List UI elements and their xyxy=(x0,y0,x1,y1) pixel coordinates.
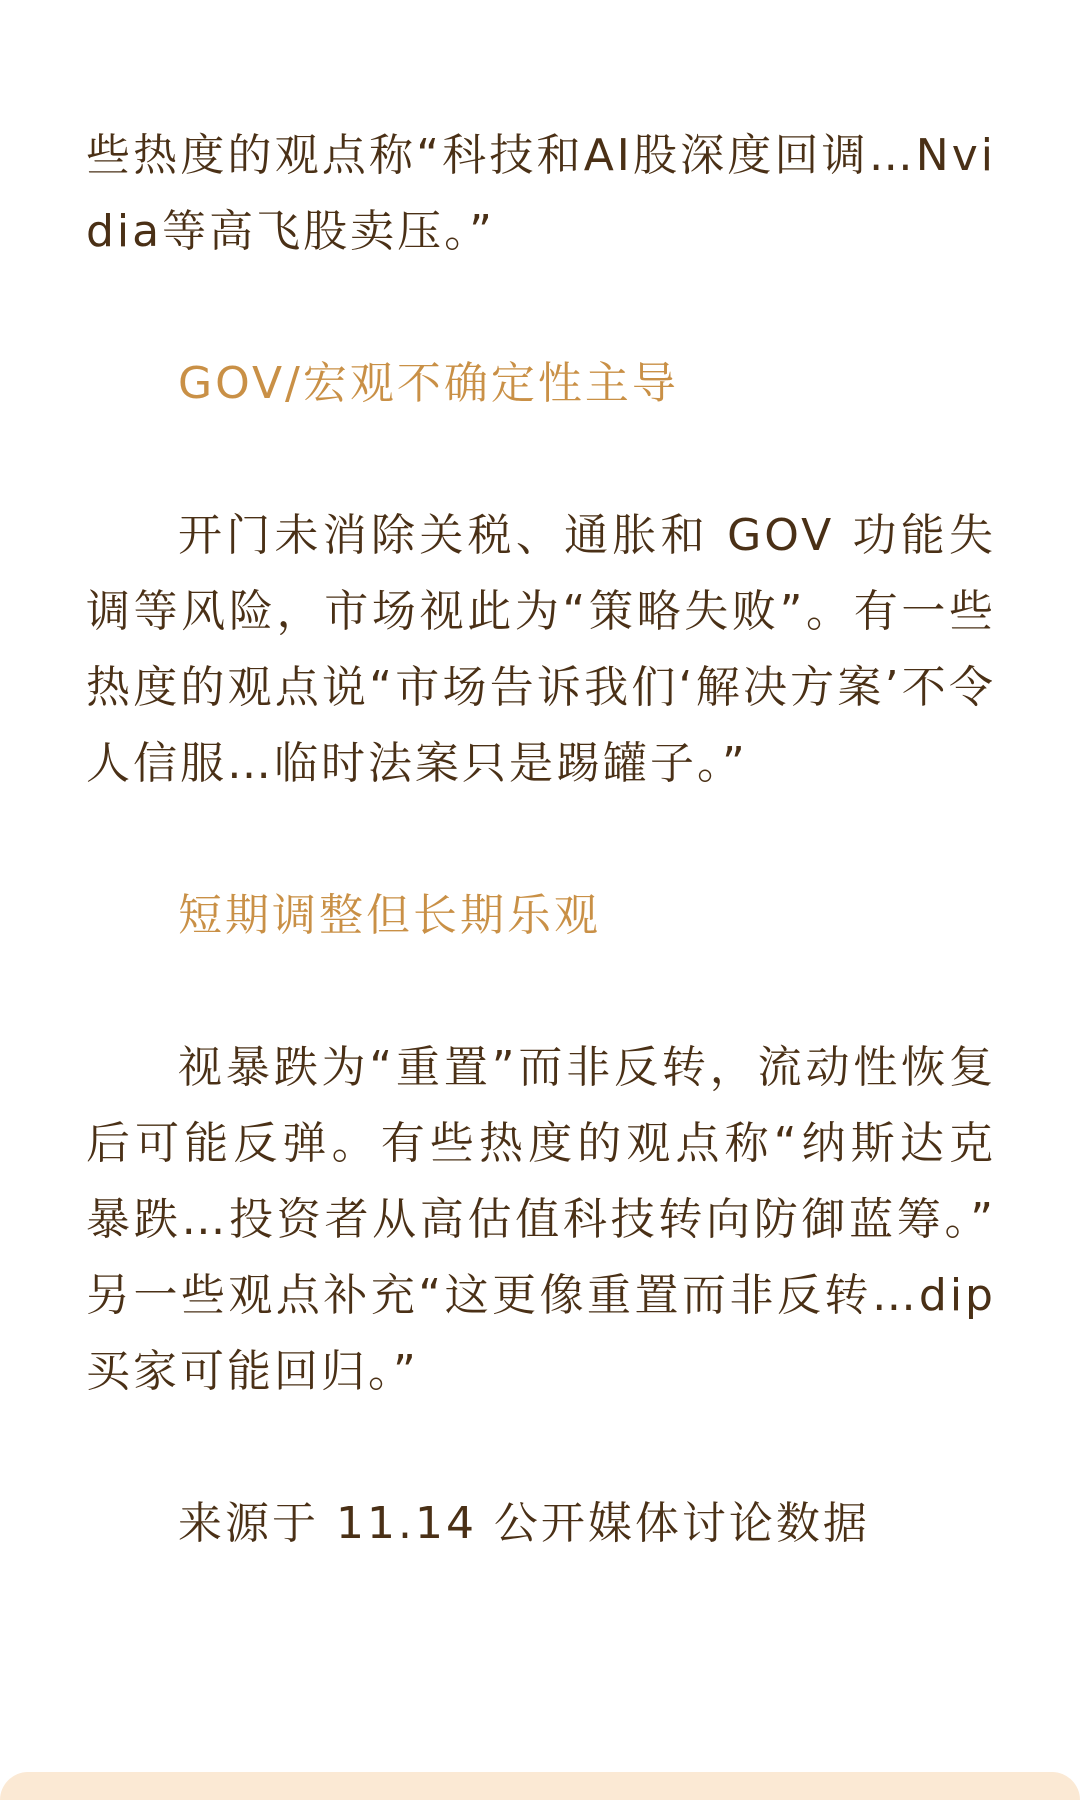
spacer xyxy=(86,270,996,346)
section-heading-short-term: 短期调整但长期乐观 xyxy=(178,890,601,941)
spacer xyxy=(86,422,996,498)
section-heading-gov-macro: GOV/宏观不确定性主导 xyxy=(178,358,679,409)
spacer xyxy=(86,954,996,1030)
spacer xyxy=(86,1410,996,1486)
source-note: 来源于 11.14 公开媒体讨论数据 xyxy=(178,1498,870,1549)
section-paragraph-short-term: 视暴跌为“重置”而非反转，流动性恢复后可能反弹。有些热度的观点称“纳斯达克暴跌…投资者从高估值科技转向防御蓝筹。” 另一些观点补充“这更像重置而非反转…dip买家可能回归。” xyxy=(86,1042,996,1397)
article-body xyxy=(86,118,996,1562)
bottom-decorative-band xyxy=(0,1772,1080,1800)
section-paragraph-gov-macro: 开门未消除关税、通胀和 GOV 功能失调等风险，市场视此为“策略失败”。有一些热度的观点说“市场告诉我们‘解决方案’不令人信服…临时法案只是踢罐子。” xyxy=(86,510,996,789)
intro-paragraph-tail: 些热度的观点称“科技和AI股深度回调…Nvidia等高飞股卖压。” xyxy=(86,130,996,257)
spacer xyxy=(86,802,996,878)
